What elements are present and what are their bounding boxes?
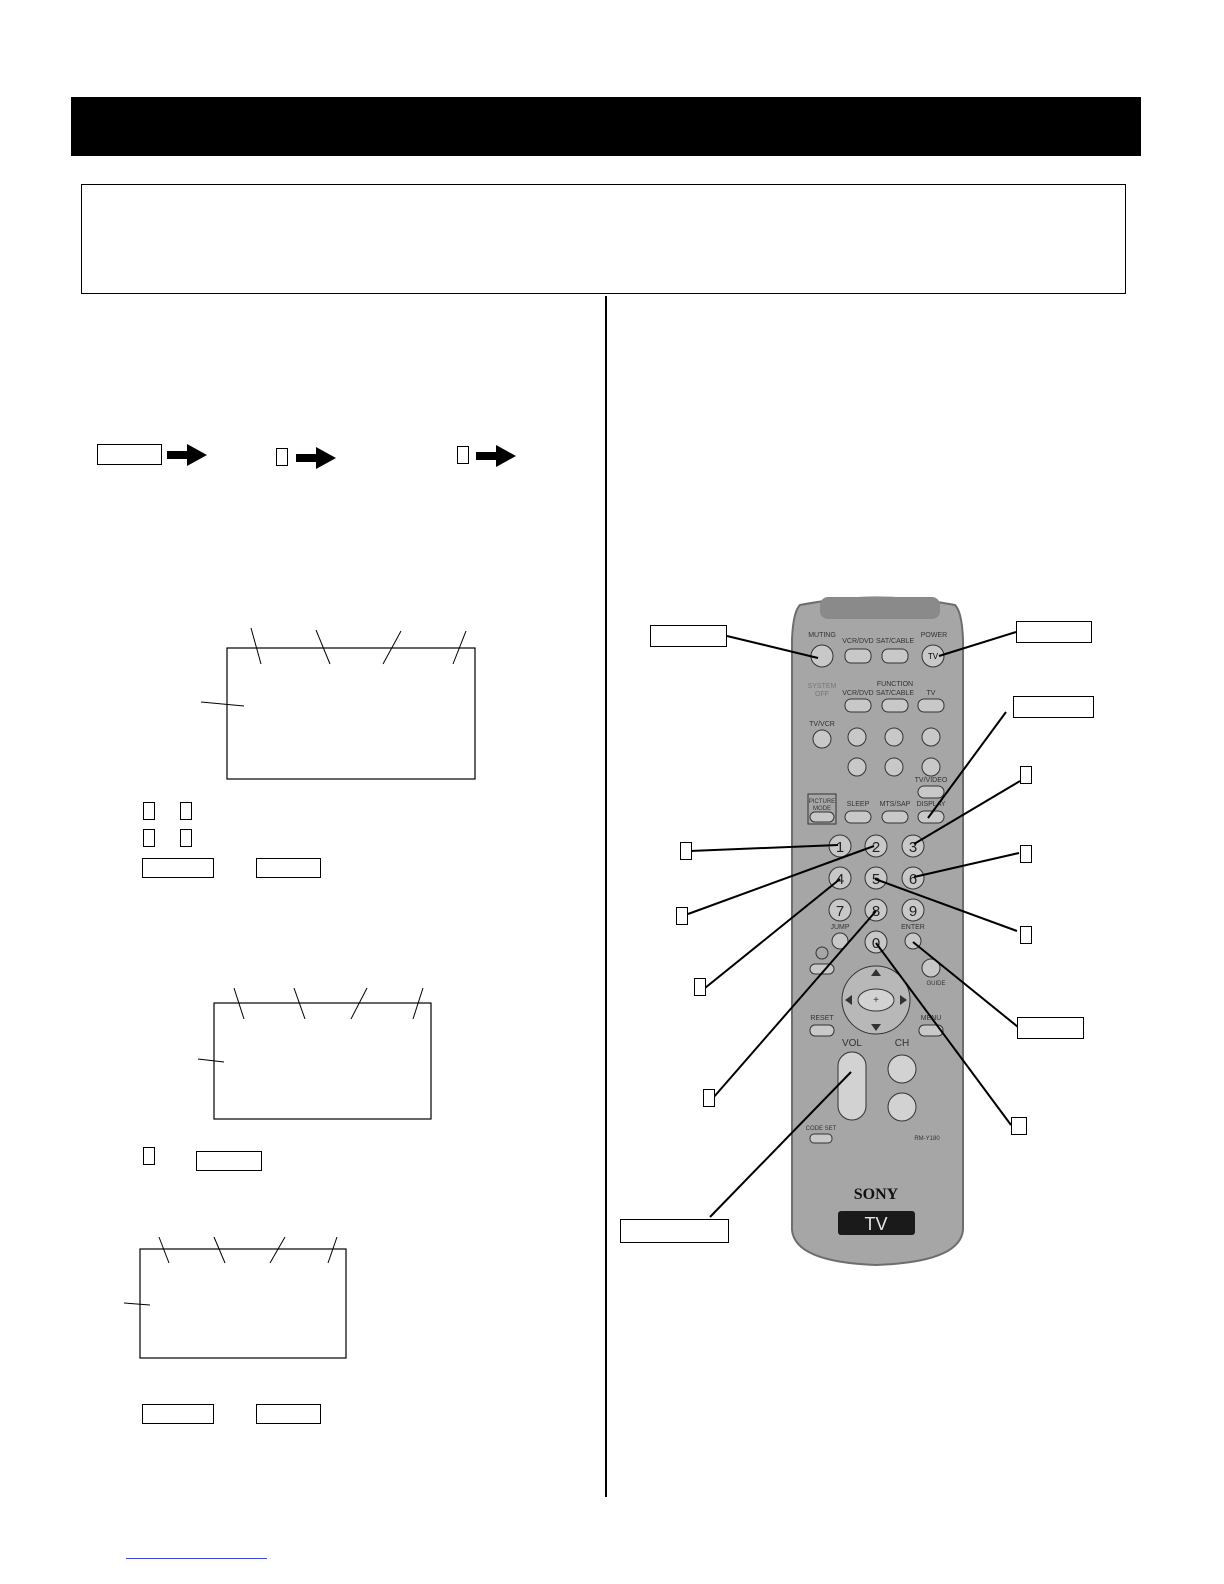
svg-text:7: 7 (835, 903, 845, 920)
vcr-dvd-text: VCR/DVD (842, 638, 874, 645)
callout-marker-8 (703, 1089, 715, 1107)
svg-text:DISPLAY: DISPLAY (916, 801, 946, 808)
brand-logo: SONY (853, 1186, 899, 1203)
callout-power-box (1016, 621, 1092, 643)
svg-text:PICTURE: PICTURE (808, 799, 836, 805)
callout-vol-box (620, 1219, 729, 1243)
callout-display-box (1013, 696, 1094, 718)
svg-text:MENU: MENU (920, 1015, 942, 1022)
ch-up-button (888, 1055, 916, 1083)
code-set-button (810, 1134, 832, 1143)
footer-link[interactable] (126, 1558, 267, 1559)
pause-button (885, 758, 903, 776)
svg-text:JUMP: JUMP (830, 924, 850, 931)
svg-text:6: 6 (908, 871, 918, 888)
tv-badge-text: TV (864, 1214, 888, 1234)
sat-cable-text: SAT/CABLE (876, 638, 914, 645)
ch-down-button (888, 1093, 916, 1121)
picture-mode-button (810, 812, 834, 822)
reset-button (810, 1025, 834, 1036)
vol-rocker (838, 1052, 866, 1120)
svg-text:TV: TV (926, 690, 936, 697)
sleep-button (845, 811, 871, 823)
svg-text:GUIDE: GUIDE (926, 981, 946, 987)
callout-marker-2 (676, 907, 688, 925)
remote-ir-window (820, 597, 940, 619)
svg-text:CODE SET: CODE SET (805, 1126, 837, 1132)
svg-text:MODE: MODE (813, 806, 831, 812)
svg-text:TV/VIDEO: TV/VIDEO (914, 777, 948, 784)
callout-marker-3 (1020, 766, 1032, 784)
svg-text:OFF: OFF (815, 691, 829, 698)
muting-button (811, 645, 833, 667)
svg-text:1: 1 (835, 839, 845, 856)
svg-text:5: 5 (871, 871, 881, 888)
svg-text:MTS/SAP: MTS/SAP (879, 801, 911, 808)
svg-text:TV/VCR: TV/VCR (809, 721, 835, 728)
record-button (922, 758, 940, 776)
sat-cable-button (882, 649, 908, 663)
svg-text:3: 3 (908, 839, 918, 856)
callout-muting-box (650, 625, 727, 647)
power-tv-text: TV (927, 652, 939, 661)
menu-button (919, 1025, 943, 1036)
svg-text:VCR/DVD: VCR/DVD (842, 690, 874, 697)
power-text: POWER (920, 632, 948, 639)
svg-text:ENTER: ENTER (901, 924, 925, 931)
mts-sap-button (882, 811, 908, 823)
system-off-text: SYSTEM (807, 683, 837, 690)
callout-marker-6 (1020, 845, 1032, 863)
svg-text:9: 9 (908, 903, 918, 920)
sleep-text: SLEEP (846, 801, 870, 808)
function-text: FUNCTION (876, 681, 914, 688)
svg-text:CH: CH (894, 1038, 910, 1049)
play-button (885, 728, 903, 746)
tv-vcr-button (813, 730, 831, 748)
rewind-button (848, 728, 866, 746)
svg-text:+: + (873, 995, 879, 1006)
vcr-dvd-button (845, 649, 871, 663)
svg-text:VOL: VOL (841, 1038, 863, 1049)
callout-marker-1 (680, 842, 692, 860)
tv-video-button (918, 786, 944, 798)
stop-button (848, 758, 866, 776)
svg-text:2: 2 (871, 839, 881, 856)
callout-marker-5 (1020, 926, 1032, 944)
svg-text:8: 8 (871, 903, 881, 920)
fast-forward-button (922, 728, 940, 746)
svg-text:RESET: RESET (810, 1015, 834, 1022)
svg-text:RM-Y180: RM-Y180 (914, 1136, 940, 1142)
callout-marker-4 (694, 978, 706, 996)
callout-enter-box (1017, 1017, 1084, 1039)
svg-text:0: 0 (871, 935, 881, 952)
svg-text:4: 4 (835, 871, 845, 888)
callout-marker-0 (1011, 1117, 1027, 1135)
muting-text: MUTING (808, 632, 836, 639)
svg-text:SAT/CABLE: SAT/CABLE (876, 690, 914, 697)
